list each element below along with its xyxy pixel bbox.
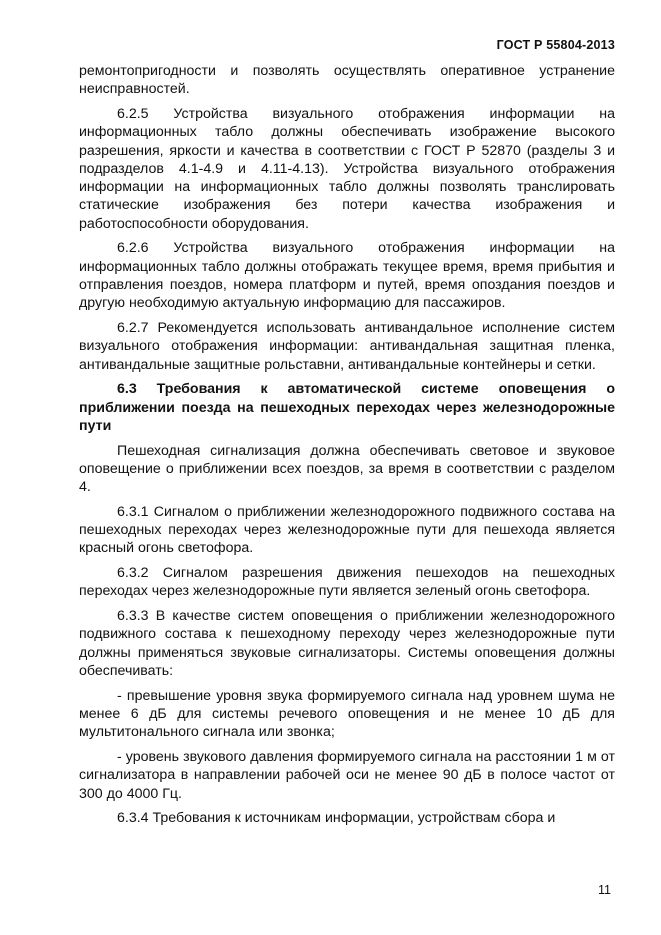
paragraph-6-2-7: 6.2.7 Рекомендуется использовать антивандальное исполнение систем визуального отображения информации: антивандальная защитная пленка, антивандальные защитные рольставни, антивандальные контейнеры и сетки. xyxy=(79,320,615,373)
paragraph-pedestrian-signaling: Пешеходная сигнализация должна обеспечивать световое и звуковое оповещение о приближении всех поездов, за время в соответствии с разделом 4. xyxy=(79,442,615,496)
page-number: 11 xyxy=(598,883,611,897)
document-body xyxy=(79,62,615,834)
list-item-sound-excess: - превышение уровня звука формируемого сигнала над уровнем шума не менее 6 дБ для системы речевого оповещения и не менее 10 дБ для мультитонального сигнала или звонка; xyxy=(79,687,615,741)
paragraph-6-3-1: 6.3.1 Сигналом о приближении железнодорожного подвижного состава на пешеходных переходах через железнодорожные пути для пешехода является красный огонь светофора. xyxy=(79,503,615,557)
paragraph-6-3-2: 6.3.2 Сигналом разрешения движения пешеходов на пешеходных переходах через железнодорожные пути является зеленый огонь светофора. xyxy=(79,565,615,600)
list-item-sound-pressure: - уровень звукового давления формируемого сигнала на расстоянии 1 м от сигнализатора в направлении рабочей оси не менее 90 дБ в полосе частот от 300 до 4000 Гц. xyxy=(79,749,615,802)
paragraph-6-2-6: 6.2.6 Устройства визуального отображения информации на информационных табло должны отображать текущее время, время прибытия и отправления поездов, номера платформ и путей, время опоздания поездов и другую необходимую актуальную информацию для пассажиров. xyxy=(79,240,615,312)
paragraph-continuation: ремонтопригодности и позволять осуществлять оперативное устранение неисправностей. xyxy=(79,63,615,98)
section-heading-6-3: 6.3 Требования к автоматической системе оповещения о приближении поезда на пешеходных переходах через железнодорожные пути xyxy=(79,381,615,434)
paragraph-6-3-3: 6.3.3 В качестве систем оповещения о приближении железнодорожного подвижного состава к пешеходному переходу через железнодорожные пути должны применяться звуковые сигнализаторы. Системы оповещения должны обеспечивать: xyxy=(79,608,615,680)
paragraph-6-2-5: 6.2.5 Устройства визуального отображения информации на информационных табло должны обеспечивать изображение высокого разрешения, яркости и качества в соответствии с ГОСТ Р 52870 (разделы 3 и подразделов 4.1-4.9 и 4.11-4.13). Устройства визуального отображения информации на информационных табло должны позволять транслировать статические изображения без потери качества изображения и работоспособности оборудования. xyxy=(79,105,615,232)
document-number-header: ГОСТ Р 55804-2013 xyxy=(496,38,615,52)
paragraph-6-3-4: 6.3.4 Требования к источникам информации, устройствам сбора и xyxy=(117,810,556,827)
